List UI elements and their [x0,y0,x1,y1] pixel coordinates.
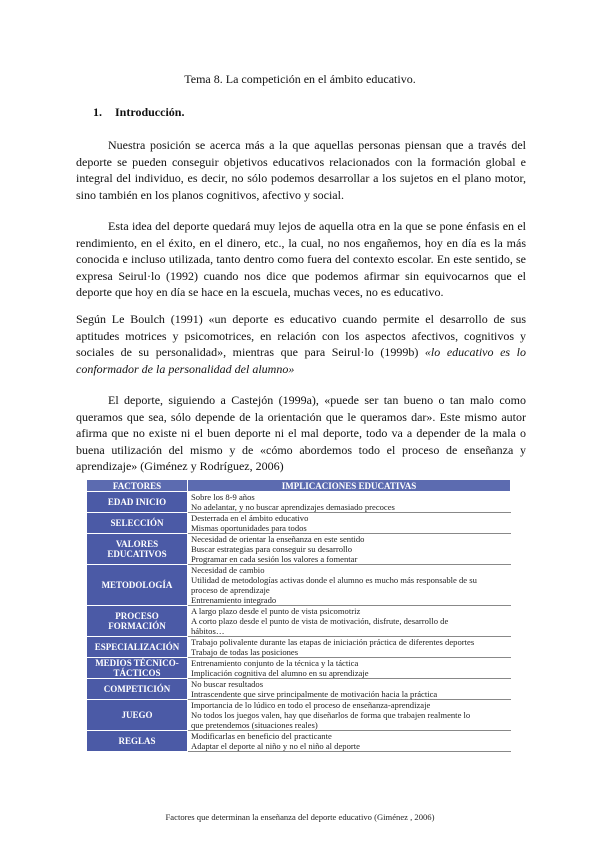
factor-cell: COMPETICIÓN [87,679,188,700]
document-title: Tema 8. La competición en el ámbito educativo. [184,72,416,86]
factor-cell: JUEGO [87,700,188,731]
implication-line: Mismas oportunidades para todos [191,523,307,533]
paragraph-2: Esta idea del deporte quedará muy lejos de aquella otra en la que se pone énfasis en el rendimiento, en el éxito, en el dinero, etc., la cual, no nos engañemos, hoy en día es la más conocida e incluso utilizada, tanto dentro como fuera del contexto escolar. En este sentido, se expresa Seirul·lo (1992) cuando nos dice que podemos afirmar sin equivocarnos que el deporte que hoy en día se hace en la escuela, muchas veces, no es educativo. [76,219,526,299]
implication-line: Necesidad de cambio [191,565,265,575]
table-row [87,492,511,513]
implication-line: Trabajo de todas las posiciones [191,647,299,657]
paragraph-3-quote: «lo educativo es lo conformador de la personalidad del alumno» [76,345,527,376]
implication-line: hábitos… [191,626,225,636]
header-implications: IMPLICACIONES EDUCATIVAS [188,480,511,492]
implications-cell [188,679,511,700]
table-row [87,731,511,752]
header-factors: FACTORES [87,480,188,492]
table-row [87,606,511,637]
implication-line: Necesidad de orientar la enseñanza en este sentido [191,534,365,544]
implication-line: Trabajo polivalente durante las etapas de iniciación práctica de diferentes deportes [191,637,475,647]
implication-line: Intrascendente que sirve principalmente de motivación hacia la práctica [191,689,438,699]
paragraph-4: El deporte, siguiendo a Castejón (1999a), «puede ser tan bueno o tan malo como queramos que sea, sólo depende de la orientación que le queramos dar». Este mismo autor afirma que no existe ni el buen deporte ni el mal deporte, todo va a depender de la mala o buena utilización del mismo y de «cómo abordemos todo el proceso de enseñanza y aprendizaje» (Giménez y Rodríguez, 2006) [76,393,526,473]
implication-line: Entrenamiento conjunto de la técnica y la táctica [191,658,359,668]
factor-cell: MEDIOS TÉCNICO-TÁCTICOS [87,658,188,679]
paragraph-3 [76,311,526,377]
table-header-row [87,480,511,492]
table-row [87,679,511,700]
table-caption: Factores que determinan la enseñanza del deporte educativo (Giménez , 2006) [165,812,435,822]
factor-cell: EDAD INICIO [87,492,188,513]
section-number: 1. [93,105,102,119]
factor-cell: PROCESO FORMACIÓN [87,606,188,637]
factor-cell: VALORES EDUCATIVOS [87,534,188,565]
implication-line: Importancia de lo lúdico en todo el proceso de enseñanza-aprendizaje [191,700,431,710]
implication-line: A largo plazo desde el punto de vista psicomotriz [191,606,361,616]
implication-line: Modificarlas en beneficio del practicante [191,731,332,741]
paragraph-3-text: Según Le Boulch (1991) «un deporte es educativo cuando permite el desarrollo de sus aptitudes motrices y psicomotrices, en relación con los aspectos afectivos, cognitivos y sociales de su personalidad», mientras que para Seirul·lo (1999b) [76,312,526,359]
implications-cell [188,513,511,534]
implications-cell [188,565,511,606]
implication-line: Programar en cada sesión los valores a fomentar [191,554,358,564]
factor-cell: SELECCIÓN [87,513,188,534]
implications-cell [188,534,511,565]
table-row [87,513,511,534]
table-row [87,534,511,565]
factor-cell: METODOLOGÍA [87,565,188,606]
implications-cell [188,700,511,731]
implication-line: No buscar resultados [191,679,264,689]
table-body [87,492,511,752]
implication-line: Implicación cognitiva del alumno en su aprendizaje [191,668,369,678]
implications-cell [188,658,511,679]
factors-table [86,479,511,752]
implication-line: Sobre los 8-9 años [191,492,255,502]
section-title: Introducción. [115,105,185,119]
implication-line: Entrenamiento integrado [191,595,277,605]
table-row [87,658,511,679]
paragraph-1: Nuestra posición se acerca más a la que aquellas personas piensan que a través del deporte se pueden conseguir objetivos educativos relacionados con la formación global e integral del individuo, es decir, no sólo podemos desarrollar a los sujetos en el plano motor, sino también en los planos cognitivos, afectivo y social. [76,138,526,202]
implication-line: No adelantar, y no buscar aprendizajes demasiado precoces [191,502,395,512]
implication-line: No todos los juegos valen, hay que diseñarlos de forma que trabajen realmente lo [191,710,471,720]
implication-line: que pretendemos (situaciones reales) [191,720,318,730]
table-row [87,565,511,606]
table-row [87,700,511,731]
implications-cell [188,731,511,752]
implication-line: Buscar estrategias para conseguir su desarrollo [191,544,353,554]
implication-line: Adaptar el deporte al niño y no el niño al deporte [191,741,360,751]
factor-cell: REGLAS [87,731,188,752]
section-heading [93,105,184,120]
factor-cell: ESPECIALIZACIÓN [87,637,188,658]
implications-cell [188,637,511,658]
implication-line: Utilidad de metodologías activas donde el alumno es mucho más responsable de su [191,575,477,585]
implication-line: Desterrada en el ámbito educativo [191,513,309,523]
table-row [87,637,511,658]
implication-line: proceso de aprendizaje [191,585,270,595]
implication-line: A corto plazo desde el punto de vista de motivación, disfrute, desarrollo de [191,616,449,626]
implications-cell [188,492,511,513]
implications-cell [188,606,511,637]
